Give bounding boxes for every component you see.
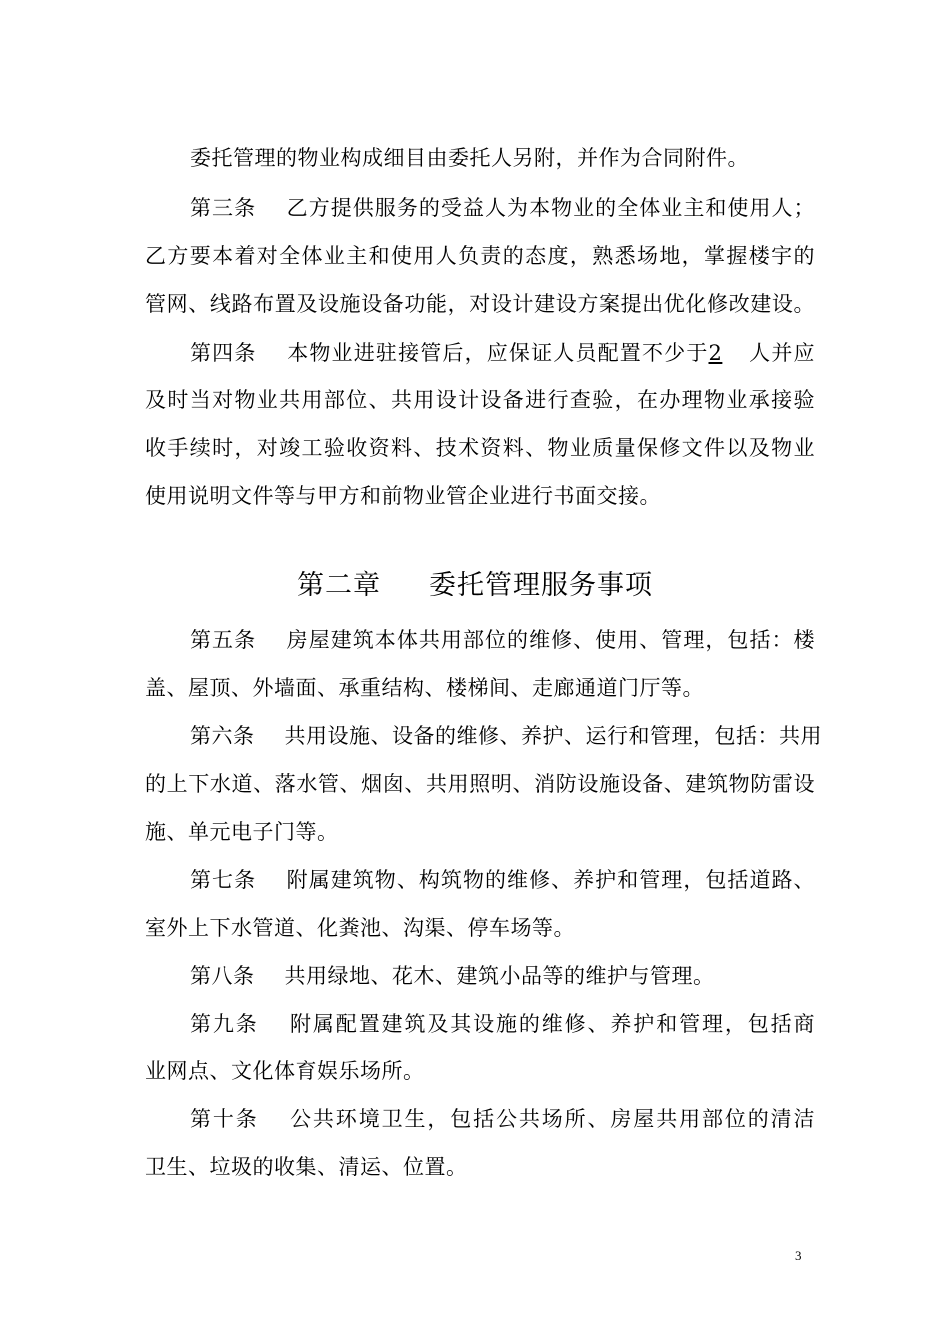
article-4-text-1b: 人并应 xyxy=(748,341,816,365)
article-6-line-1 xyxy=(190,722,822,750)
article-8-label: 第八条 xyxy=(190,964,255,988)
article-4-line-3: 收手续时，对竣工验收资料、技术资料、物业质量保修文件以及物业 xyxy=(145,436,815,460)
article-10-label: 第十条 xyxy=(190,1107,259,1131)
chapter-number: 第二章 xyxy=(297,570,381,601)
article-6-line-2: 的上下水道、落水管、烟囱、共用照明、消防设施设备、建筑物防雷设 xyxy=(145,772,815,796)
article-6-label: 第六条 xyxy=(190,724,255,748)
article-4-text-1a: 本物业进驻接管后，应保证人员配置不少于 xyxy=(286,341,709,365)
chapter-heading xyxy=(0,568,950,604)
article-3-text-1: 乙方提供服务的受益人为本物业的全体业主和使用人； xyxy=(286,196,816,220)
page-number: 3 xyxy=(795,1248,802,1263)
article-8-line-1 xyxy=(190,962,715,990)
article-7-text-1: 附属建筑物、构筑物的维修、养护和管理，包括道路、 xyxy=(286,868,816,892)
article-10-line-2: 卫生、垃圾的收集、清运、位置。 xyxy=(145,1155,468,1179)
article-3-label: 第三条 xyxy=(190,196,257,220)
article-6-text-1: 共用设施、设备的维修、养护、运行和管理，包括：共用 xyxy=(284,724,822,748)
chapter-title: 委托管理服务事项 xyxy=(429,570,653,601)
article-4-line-1 xyxy=(190,339,815,367)
article-4-line-2: 及时当对物业共用部位、共用设计设备进行查验，在办理物业承接验 xyxy=(145,388,815,412)
article-7-line-2: 室外上下水管道、化粪池、沟渠、停车场等。 xyxy=(145,916,575,940)
article-6-line-3: 施、单元电子门等。 xyxy=(145,820,339,844)
article-5-line-2: 盖、屋顶、外墙面、承重结构、楼梯间、走廊通道门厅等。 xyxy=(145,676,704,700)
article-10-line-1 xyxy=(190,1105,815,1133)
article-5-label: 第五条 xyxy=(190,628,257,652)
article-5-text-1: 房屋建筑本体共用部位的维修、使用、管理，包括：楼 xyxy=(286,628,816,652)
article-8-text-1: 共用绿地、花木、建筑小品等的维护与管理。 xyxy=(284,964,715,988)
article-3-line-2: 乙方要本着对全体业主和使用人负责的态度，熟悉场地，掌握楼宇的 xyxy=(145,244,815,268)
article-4-label: 第四条 xyxy=(190,341,257,365)
article-7-line-1 xyxy=(190,866,815,894)
staff-count-blank: 2 xyxy=(708,341,723,365)
article-9-line-2: 业网点、文化体育娱乐场所。 xyxy=(145,1059,425,1083)
intro-line: 委托管理的物业构成细目由委托人另附，并作为合同附件。 xyxy=(190,146,749,170)
article-10-text-1: 公共环境卫生，包括公共场所、房屋共用部位的清洁 xyxy=(288,1107,816,1131)
article-9-line-1 xyxy=(190,1010,815,1038)
article-3-line-1 xyxy=(190,194,815,222)
article-4-line-4: 使用说明文件等与甲方和前物业管企业进行书面交接。 xyxy=(145,484,661,508)
article-3-line-3: 管网、线路布置及设施设备功能，对设计建设方案提出优化修改建设。 xyxy=(145,292,815,316)
article-7-label: 第七条 xyxy=(190,868,257,892)
article-5-line-1 xyxy=(190,626,815,654)
article-9-text-1: 附属配置建筑及其设施的维修、养护和管理，包括商 xyxy=(288,1012,816,1036)
article-9-label: 第九条 xyxy=(190,1012,259,1036)
